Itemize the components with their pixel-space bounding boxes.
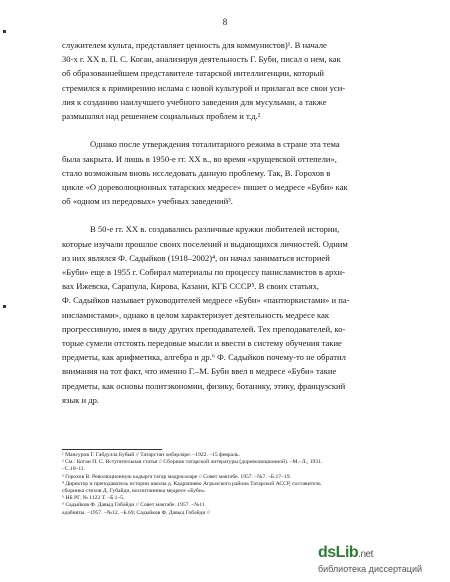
page-number: 8: [222, 17, 228, 27]
body-line: была закрыта. И лишь в 1950-е гг. XX в., во время «хрущевской оттепели»,: [62, 153, 337, 164]
watermark-logo-text: dsLib: [318, 544, 359, 561]
footnote-line: ² См.: Коган П. С. Вступительная статья // Сборник татарской литературы (дореволюционной). –М.–Л., 1931.: [62, 459, 323, 466]
body-line: которые изучали прошлое своих поселений и выдающихся личностей. Одним: [62, 238, 348, 249]
body-line: об «одном из передовых» учебных заведений³.: [62, 196, 233, 207]
body-line: предметы, как арифметика, алгебра и др.⁶ Ф. Садыйков почему-то не обратил: [62, 352, 346, 363]
body-line: цикле «О дореволюционных татарских медресе» пишет о медресе «Буби» как: [62, 181, 348, 192]
margin-mark: [3, 305, 6, 308]
footnote-line: сборника стихов Д. Губайди, воспитанника медресе «Буби».: [62, 487, 206, 494]
footnote-line: –С.10–11.: [62, 466, 86, 473]
body-line: стремился к примирению ислама с новой культурой и прилагал все свои уси-: [62, 82, 346, 93]
body-line: прогрессивную, имея в виду других преподавателей. Тех преподавателей, ко-: [62, 323, 346, 334]
footnote-line: ⁵ НБ РГ. № 1123 Т. –Б.1–5.: [62, 495, 125, 502]
body-line: об образованнейшем представителе татарской интеллигенции, который: [62, 68, 324, 79]
body-line: внимания на тот факт, что именно Г.–М. Буби ввел в медресе «Буби» такие: [62, 366, 337, 377]
body-line: Ф. Садыйков называет руководителей медресе «Буби» «пантюркистами» и па-: [62, 295, 350, 306]
footnote-line: ³ Горохов В. Революционную кадыргә татар мәдрәсәләре // Совет мәктәбе. 1957. –№7. –Б.17–19.: [62, 473, 291, 480]
body-line: предметы, как основы политэкономии, физику, ботанику, этику, французский: [62, 380, 346, 391]
footnote-line: әдәбияты. –1957. –№12. –Б.69; Садыйков Ф. Давыд Гобәйди //: [62, 509, 210, 516]
footnote-line: ⁴ Директор и преподаватель истории школы д. Кадрапиево Агрызского района Татарской АССР, составитель: [62, 480, 321, 487]
body-line: лия к созданию наилучшего учебного заведения для мусульман, а также: [62, 96, 327, 107]
body-line: служителем культа, представляет ценность для коммунистов)¹. В начале: [62, 40, 327, 50]
footnote-line: ⁶ Садыйков Ф. Давыд Гобәйди // Совет мәктәбе. 1957. –№11: [62, 502, 205, 509]
watermark-logo: [318, 544, 373, 562]
body-line: стало возможным вновь исследовать данную проблему. Так, В. Горохов в: [62, 167, 331, 178]
body-line: язык и др.: [62, 394, 100, 405]
body-line: Однако после утверждения тоталитарного режима в стране эта тема: [90, 139, 340, 150]
body-text: [62, 38, 402, 407]
body-line: В 50-е гг. XX в. создавались различные кружки любителей истории,: [90, 224, 340, 235]
body-line: торые сумели отстоять передовые мысли и ввести в систему обучения такие: [62, 337, 342, 348]
body-line: из них являлся Ф. Садыйков (1918–2002)⁴, он начал заниматься историей: [62, 252, 330, 263]
body-line: нисламистами», однако в целом характеризует деятельность медресе как: [62, 309, 330, 320]
watermark: [318, 542, 448, 578]
margin-mark: [3, 30, 6, 33]
watermark-tagline: библиотека диссертаций: [318, 564, 423, 574]
footnote-divider: [62, 449, 162, 450]
body-line: 30-х г. XX в. П. С. Коган, анализируя деятельность Г. Буби, писал о нем, как: [62, 54, 341, 65]
body-line: вах Ижевска, Сарапула, Кирова, Казани, КГБ СССР⁵. В своих статьях,: [62, 281, 320, 292]
body-line: «Буби» еще в 1955 г. Собирал материалы по процессу панисламистов в архи-: [62, 267, 345, 277]
footnotes: [62, 452, 402, 517]
footnote-line: ¹ Мансуров Г. Габдулла Бубый // Татарстан хөбәрләре. –1922. –15 февраль.: [62, 452, 240, 458]
body-line: размышлял над решением социальных проблем и т.д.²: [62, 110, 261, 121]
body-line: [62, 208, 402, 222]
body-line: [62, 123, 402, 137]
watermark-logo-suffix: .net: [358, 549, 373, 560]
